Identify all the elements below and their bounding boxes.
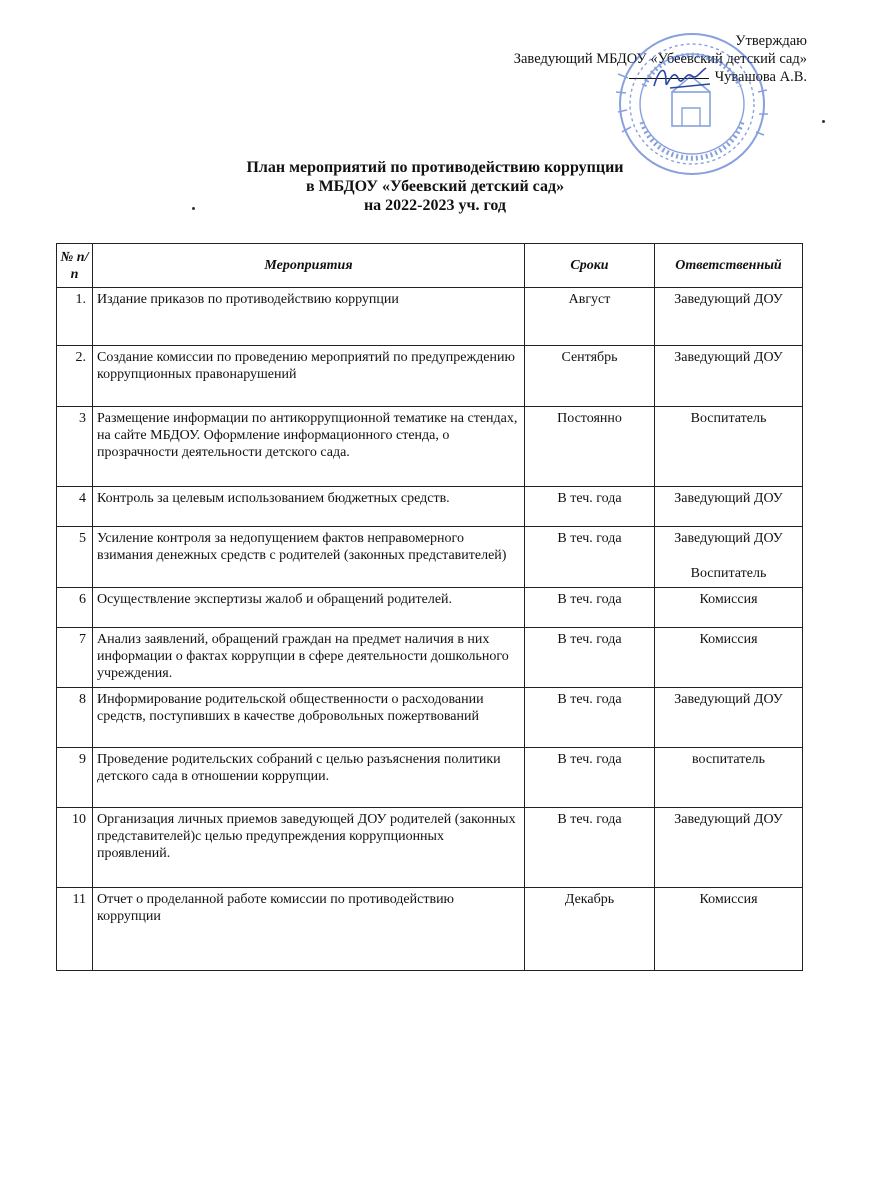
- row-num: 1.: [57, 288, 93, 346]
- header-event: Мероприятия: [93, 244, 525, 288]
- table-row: [57, 588, 803, 628]
- row-term: В теч. года: [525, 748, 655, 808]
- row-responsible-second: Воспитатель: [690, 566, 767, 581]
- title-line-3: на 2022-2023 уч. год: [363, 197, 507, 214]
- header-term: Сроки: [525, 244, 655, 288]
- row-num: 7: [57, 628, 93, 688]
- table-row: [57, 808, 803, 888]
- header-num: № п/п: [57, 244, 93, 288]
- row-term: Постоянно: [525, 407, 655, 487]
- table-row: [57, 688, 803, 748]
- row-term: В теч. года: [525, 588, 655, 628]
- row-responsible: Комиссия: [655, 588, 803, 628]
- table-row: [57, 628, 803, 688]
- row-num: 4: [57, 487, 93, 527]
- row-event: Создание комиссии по проведению мероприятий по предупреждению коррупционных правонарушений: [93, 346, 525, 407]
- row-num: 11: [57, 888, 93, 971]
- row-num: 8: [57, 688, 93, 748]
- row-num: 6: [57, 588, 93, 628]
- signature-scribble-icon: [652, 62, 714, 96]
- row-term: В теч. года: [525, 808, 655, 888]
- approval-line-position: Заведующий МБДОУ «Убеевский детский сад»: [513, 51, 807, 67]
- row-event: Проведение родительских собраний с целью разъяснения политики детского сада в отношении коррупции.: [93, 748, 525, 808]
- row-responsible-cell: [655, 527, 803, 588]
- row-responsible: Заведующий ДОУ: [655, 808, 803, 888]
- plan-table: [56, 243, 803, 971]
- table-row: [57, 346, 803, 407]
- approval-line-approve: Утверждаю: [735, 33, 807, 49]
- table-row: [57, 748, 803, 808]
- row-num: 3: [57, 407, 93, 487]
- row-responsible: Воспитатель: [655, 407, 803, 487]
- row-responsible: Заведующий ДОУ: [655, 487, 803, 527]
- table-row: [57, 487, 803, 527]
- title-line-2: в МБДОУ «Убеевский детский сад»: [305, 178, 565, 195]
- scan-speck: [192, 207, 195, 210]
- table-row: [57, 527, 803, 588]
- table-row: [57, 888, 803, 971]
- row-event: Издание приказов по противодействию коррупции: [93, 288, 525, 346]
- row-responsible: Заведующий ДОУ: [674, 531, 783, 546]
- row-term: В теч. года: [525, 688, 655, 748]
- row-num: 5: [57, 527, 93, 588]
- row-num: 10: [57, 808, 93, 888]
- approver-name: Чувашова А.В.: [714, 69, 807, 85]
- row-responsible: Заведующий ДОУ: [655, 688, 803, 748]
- row-responsible: Заведующий ДОУ: [655, 346, 803, 407]
- table-header-row: [57, 244, 803, 288]
- row-num: 2.: [57, 346, 93, 407]
- row-term: Август: [525, 288, 655, 346]
- row-term: В теч. года: [525, 487, 655, 527]
- row-term: Декабрь: [525, 888, 655, 971]
- row-event: Анализ заявлений, обращений граждан на предмет наличия в них информации о фактах коррупции в сфере деятельности дошкольного учреждения.: [93, 628, 525, 688]
- scan-speck: [822, 120, 825, 123]
- row-num: 9: [57, 748, 93, 808]
- row-term: В теч. года: [525, 628, 655, 688]
- row-event: Организация личных приемов заведующей ДОУ родителей (законных представителей)с целью предупреждения коррупционных проявлений.: [93, 808, 525, 888]
- row-event: Усиление контроля за недопущением фактов неправомерного взимания денежных средств с родителей (законных представителей): [93, 527, 525, 588]
- row-term: В теч. года: [525, 527, 655, 588]
- title-line-1: План мероприятий по противодействию коррупции: [246, 159, 624, 176]
- header-responsible: Ответственный: [655, 244, 803, 288]
- row-responsible: воспитатель: [655, 748, 803, 808]
- row-responsible: Комиссия: [655, 888, 803, 971]
- table-row: [57, 288, 803, 346]
- row-event: Контроль за целевым использованием бюджетных средств.: [93, 487, 525, 527]
- row-event: Отчет о проделанной работе комиссии по противодействию коррупции: [93, 888, 525, 971]
- row-term: Сентябрь: [525, 346, 655, 407]
- official-stamp-icon: [606, 22, 776, 182]
- row-event: Информирование родительской общественности о расходовании средств, поступивших в качестве добровольных пожертвований: [93, 688, 525, 748]
- row-event: Осуществление экспертизы жалоб и обращений родителей.: [93, 588, 525, 628]
- row-responsible: Заведующий ДОУ: [655, 288, 803, 346]
- table-row: [57, 407, 803, 487]
- row-responsible: Комиссия: [655, 628, 803, 688]
- row-event: Размещение информации по антикоррупционной тематике на стендах, на сайте МБДОУ. Оформление информационного стенда, о прозрачности деятельности детского сада.: [93, 407, 525, 487]
